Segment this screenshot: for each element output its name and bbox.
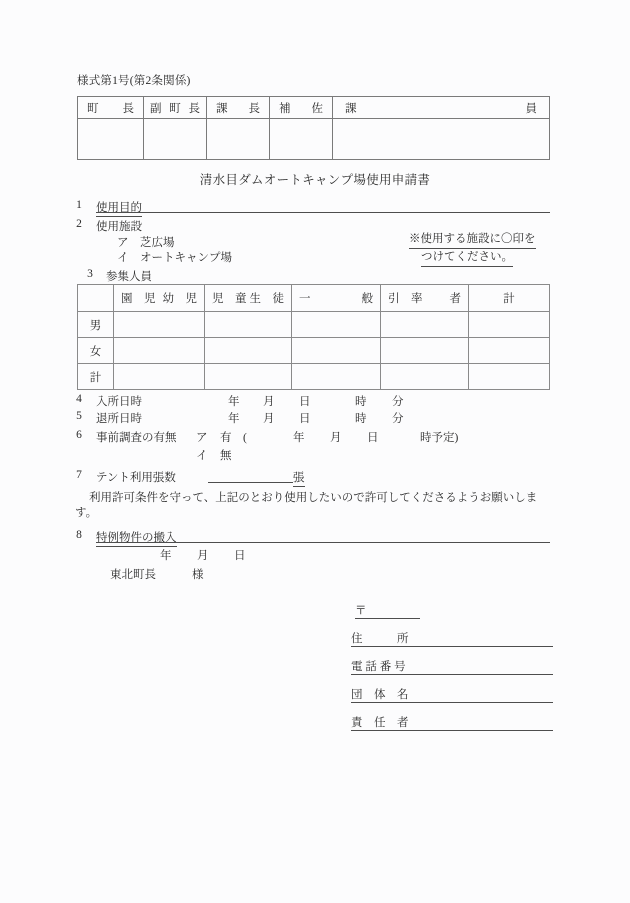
page-title: 清水目ダムオートキャンプ場使用申請書 bbox=[199, 173, 431, 187]
attendance-col-preschool bbox=[114, 285, 205, 312]
approval-col-section-chief-right: 長 bbox=[248, 102, 260, 115]
usage-note-line-1-text: ※使用する施設に〇印を bbox=[409, 231, 536, 249]
item-3-number: 3 bbox=[87, 268, 93, 280]
approval-col-section-chief-left: 課 bbox=[216, 102, 228, 115]
attendance-row-header-male: 男 bbox=[78, 312, 114, 338]
attendance-table bbox=[77, 284, 550, 390]
addressee-honorific: 様 bbox=[192, 569, 204, 581]
item-6-day-unit[interactable]: 日 bbox=[367, 432, 379, 444]
table-row bbox=[78, 364, 550, 390]
item-4-number: 4 bbox=[76, 393, 82, 405]
statement-line-1: 利用許可条件を守って、上記のとおり使用したいので許可してくださるようお願いしま bbox=[89, 492, 538, 504]
approval-col-deputy-mayor-left: 副 bbox=[150, 102, 162, 115]
item-5-month-unit[interactable]: 月 bbox=[263, 413, 275, 425]
item-7-unit: 張 bbox=[293, 469, 305, 487]
item-5-year-unit[interactable]: 年 bbox=[228, 413, 240, 425]
item-4-label: 入所日時 bbox=[96, 396, 142, 408]
usage-note-line-2-text: つけてください。 bbox=[421, 249, 513, 267]
postal-code-row[interactable] bbox=[355, 602, 420, 619]
attendance-row-header-total: 計 bbox=[78, 364, 114, 390]
item-4-minute-unit[interactable]: 分 bbox=[392, 396, 404, 408]
item-7-count-input[interactable] bbox=[208, 482, 293, 483]
approval-stamp-cell-section-chief[interactable] bbox=[207, 119, 270, 160]
phone-input[interactable] bbox=[418, 662, 553, 675]
attendance-corner-cell bbox=[78, 285, 114, 312]
postal-code-mark: 〒 bbox=[355, 602, 367, 619]
item-8-number: 8 bbox=[76, 529, 82, 541]
attendance-col-general bbox=[292, 285, 381, 312]
responsible-person-label: 責 任 者 bbox=[351, 714, 418, 731]
attendance-col-general-left: 一 bbox=[299, 293, 311, 305]
approval-stamp-table bbox=[77, 96, 550, 160]
attendance-col-students-right: 生 徒 bbox=[249, 293, 284, 305]
form-code-label: 様式第1号(第2条関係) bbox=[77, 75, 191, 87]
usage-note-line-1 bbox=[409, 231, 536, 249]
attendance-col-students-left: 児 童 bbox=[212, 293, 247, 305]
attendance-cell-total-leaders[interactable] bbox=[381, 364, 469, 390]
responsible-person-row[interactable] bbox=[351, 714, 553, 731]
attendance-cell-total-students[interactable] bbox=[205, 364, 292, 390]
approval-stamp-cell-assistant[interactable] bbox=[270, 119, 333, 160]
approval-stamp-cell-deputy-mayor[interactable] bbox=[144, 119, 207, 160]
item-5-label: 退所日時 bbox=[96, 413, 142, 425]
approval-col-deputy-mayor-mid: 町 bbox=[169, 102, 181, 115]
approval-stamp-row bbox=[78, 119, 550, 160]
item-4-day-unit[interactable]: 日 bbox=[299, 396, 311, 408]
approval-col-mayor-right: 長 bbox=[122, 102, 134, 115]
item-5-hour-unit[interactable]: 時 bbox=[355, 413, 367, 425]
item-6-option-b-label[interactable]: 無 bbox=[220, 450, 232, 462]
item-1-fill-rule[interactable] bbox=[96, 212, 550, 213]
submission-date-year[interactable]: 年 bbox=[160, 550, 172, 562]
approval-col-staff-left: 課 bbox=[345, 102, 357, 115]
phone-label: 電 話 番 号 bbox=[351, 658, 418, 675]
item-8-fill-rule[interactable] bbox=[96, 542, 550, 543]
approval-col-assistant-right: 佐 bbox=[311, 102, 323, 115]
address-label: 住 所 bbox=[351, 630, 418, 647]
attendance-col-students bbox=[205, 285, 292, 312]
attendance-col-preschool-right: 幼 児 bbox=[162, 293, 197, 305]
item-7-number: 7 bbox=[76, 469, 82, 481]
approval-header-row bbox=[78, 97, 550, 119]
submission-date-month[interactable]: 月 bbox=[197, 550, 209, 562]
address-input[interactable] bbox=[418, 634, 553, 647]
item-4-year-unit[interactable]: 年 bbox=[228, 396, 240, 408]
approval-col-mayor-left: 町 bbox=[87, 102, 99, 115]
attendance-row-header-female: 女 bbox=[78, 338, 114, 364]
attendance-cell-male-total[interactable] bbox=[469, 312, 550, 338]
statement-line-2: す。 bbox=[75, 507, 98, 519]
attendance-cell-female-preschool[interactable] bbox=[114, 338, 205, 364]
addressee-name: 東北町長 bbox=[110, 569, 156, 581]
item-6-time-note[interactable]: 時予定) bbox=[420, 432, 459, 444]
usage-note-line-2 bbox=[409, 249, 536, 267]
attendance-cell-total-total[interactable] bbox=[469, 364, 550, 390]
submission-date-day[interactable]: 日 bbox=[234, 550, 246, 562]
attendance-cell-total-general[interactable] bbox=[292, 364, 381, 390]
item-2-number: 2 bbox=[76, 218, 82, 230]
item-6-number: 6 bbox=[76, 429, 82, 441]
usage-note bbox=[409, 231, 536, 267]
attendance-cell-male-preschool[interactable] bbox=[114, 312, 205, 338]
organization-label: 団 体 名 bbox=[351, 686, 418, 703]
attendance-cell-male-leaders[interactable] bbox=[381, 312, 469, 338]
attendance-col-leaders-left: 引 率 bbox=[388, 293, 423, 305]
attendance-cell-male-students[interactable] bbox=[205, 312, 292, 338]
item-1-label: 使用目的 bbox=[96, 199, 142, 217]
attendance-header-row bbox=[78, 285, 550, 312]
approval-col-deputy-mayor-right: 長 bbox=[188, 102, 200, 115]
item-6-option-b-marker[interactable]: イ bbox=[196, 450, 208, 462]
item-5-minute-unit[interactable]: 分 bbox=[392, 413, 404, 425]
attendance-col-leaders-right: 者 bbox=[449, 293, 461, 305]
address-row[interactable] bbox=[351, 630, 553, 647]
item-6-option-a-label[interactable]: 有 ( bbox=[220, 432, 247, 444]
approval-col-staff-right: 員 bbox=[525, 102, 537, 115]
approval-col-mayor bbox=[78, 97, 144, 119]
approval-stamp-cell-staff[interactable] bbox=[333, 119, 550, 160]
item-5-number: 5 bbox=[76, 410, 82, 422]
item-1-number: 1 bbox=[76, 199, 82, 211]
organization-input[interactable] bbox=[418, 690, 553, 703]
item-2-label: 使用施設 bbox=[96, 221, 142, 233]
attendance-cell-total-preschool[interactable] bbox=[114, 364, 205, 390]
phone-row[interactable] bbox=[351, 658, 553, 675]
item-3-label: 参集人員 bbox=[106, 271, 152, 283]
item-4-hour-unit[interactable]: 時 bbox=[355, 396, 367, 408]
attendance-col-general-right: 般 bbox=[361, 293, 373, 305]
attendance-col-preschool-left: 園 児 bbox=[121, 293, 156, 305]
table-row bbox=[78, 338, 550, 364]
item-6-year-unit[interactable]: 年 bbox=[293, 432, 305, 444]
table-row bbox=[78, 312, 550, 338]
attendance-cell-female-leaders[interactable] bbox=[381, 338, 469, 364]
item-6-month-unit[interactable]: 月 bbox=[330, 432, 342, 444]
approval-col-assistant-left: 補 bbox=[279, 102, 291, 115]
postal-code-input[interactable] bbox=[367, 606, 420, 619]
responsible-person-input[interactable] bbox=[418, 718, 553, 731]
approval-col-section-chief bbox=[207, 97, 270, 119]
approval-col-deputy-mayor bbox=[144, 97, 207, 119]
attendance-cell-female-total[interactable] bbox=[469, 338, 550, 364]
item-2-option-a-label[interactable]: 芝広場 bbox=[140, 237, 175, 249]
approval-stamp-cell-mayor[interactable] bbox=[78, 119, 144, 160]
item-2-option-b-marker[interactable]: イ bbox=[117, 252, 129, 264]
attendance-cell-male-general[interactable] bbox=[292, 312, 381, 338]
item-4-month-unit[interactable]: 月 bbox=[263, 396, 275, 408]
attendance-cell-female-students[interactable] bbox=[205, 338, 292, 364]
item-7-label: テント利用張数 bbox=[96, 472, 176, 484]
item-2-option-b-label[interactable]: オートキャンプ場 bbox=[140, 252, 232, 264]
item-2-option-a-marker[interactable]: ア bbox=[117, 237, 129, 249]
item-6-label: 事前調査の有無 bbox=[96, 432, 177, 444]
attendance-col-leaders bbox=[381, 285, 469, 312]
item-6-option-a-marker[interactable]: ア bbox=[196, 432, 208, 444]
item-5-day-unit[interactable]: 日 bbox=[299, 413, 311, 425]
attendance-col-total: 計 bbox=[469, 285, 550, 312]
attendance-cell-female-general[interactable] bbox=[292, 338, 381, 364]
item-8-label: 特例物件の搬入 bbox=[96, 529, 177, 547]
approval-col-staff bbox=[333, 97, 550, 119]
organization-row[interactable] bbox=[351, 686, 553, 703]
approval-col-assistant bbox=[270, 97, 333, 119]
